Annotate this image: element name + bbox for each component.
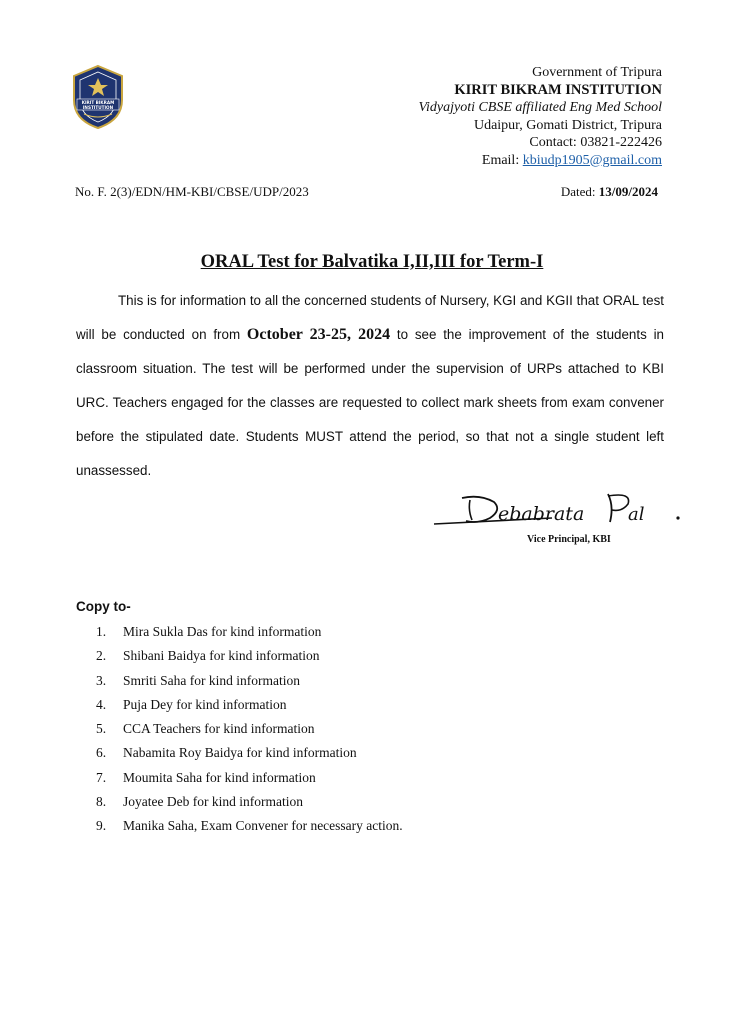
item-number: 3. — [96, 672, 107, 688]
item-number: 8. — [96, 794, 107, 810]
school-contact: Contact: 03821-222426 — [529, 135, 662, 150]
test-dates: October 23-25, 2024 — [246, 326, 391, 343]
list-item — [96, 648, 403, 672]
item-number: 9. — [96, 818, 107, 834]
dated-line — [561, 184, 658, 200]
item-text: Puja Dey for kind information — [123, 696, 287, 712]
institution-name: KIRIT BIKRAM INSTITUTION — [454, 81, 662, 98]
item-text: Moumita Saha for kind information — [123, 769, 316, 785]
item-number: 1. — [96, 624, 107, 639]
handwritten-signature — [432, 488, 682, 534]
svg-text:al: al — [628, 504, 645, 525]
government-name: Government of Tripura — [532, 65, 662, 80]
list-item — [96, 697, 403, 721]
signatory-designation: Vice Principal, KBI — [527, 534, 611, 545]
date-label: Dated: — [560, 184, 596, 199]
notice-title: ORAL Test for Balvatika I,II,III for Term-I — [200, 252, 544, 272]
svg-text:ebabrata: ebabrata — [498, 503, 585, 525]
item-text: Mira Sukla Das for kind information — [123, 624, 322, 639]
item-number: 4. — [96, 696, 107, 712]
item-text: Shibani Baidya for kind information — [123, 648, 320, 664]
copy-to-list — [96, 624, 403, 843]
email-line — [418, 152, 662, 170]
item-text: Nabamita Roy Baidya for kind information — [123, 745, 357, 761]
item-text: Smriti Saha for kind information — [123, 672, 300, 688]
body-part-1: This is for information to all the concerned students of Nursery, KGI and KGII that ORAL test will be conducted on from — [76, 293, 664, 342]
copy-to-heading: Copy to- — [76, 599, 131, 614]
list-item — [96, 721, 403, 745]
school-address: Udaipur, Gomati District, Tripura — [473, 117, 662, 133]
email-link[interactable]: kbiudp1905@gmail.com — [522, 152, 662, 168]
svg-text:INSTITUTION: INSTITUTION — [82, 105, 114, 110]
item-number: 6. — [96, 745, 107, 761]
notice-body — [76, 284, 664, 488]
item-text: Joyatee Deb for kind information — [123, 794, 303, 810]
list-item — [96, 673, 403, 697]
list-item — [96, 745, 403, 769]
body-part-2: to see the improvement of the students in classroom situation. The test will be performed under the supervision of URPs attached to KBI URC. Teachers engaged for the classes are requested to collect mark sheets from exam convener before the stipulated date. Students MUST attend the period, so that not a single student left unassessed. — [76, 327, 664, 478]
item-number: 7. — [96, 769, 107, 785]
reference-number: No. F. 2(3)/EDN/HM-KBI/CBSE/UDP/2023 — [75, 184, 309, 199]
svg-text:KIRIT BIKRAM: KIRIT BIKRAM — [81, 100, 115, 105]
list-item — [96, 818, 403, 842]
item-text: Manika Saha, Exam Convener for necessary action. — [123, 818, 403, 834]
list-item — [96, 624, 403, 648]
school-logo-icon — [70, 64, 126, 130]
item-number: 5. — [96, 721, 107, 737]
letterhead — [418, 64, 662, 169]
date-value: 13/09/2024 — [598, 184, 658, 199]
item-text: CCA Teachers for kind information — [123, 721, 315, 737]
list-item — [96, 794, 403, 818]
item-number: 2. — [96, 648, 107, 664]
school-affiliation: Vidyajyoti CBSE affiliated Eng Med School — [418, 100, 662, 115]
email-label: Email: — [481, 152, 520, 168]
list-item — [96, 770, 403, 794]
